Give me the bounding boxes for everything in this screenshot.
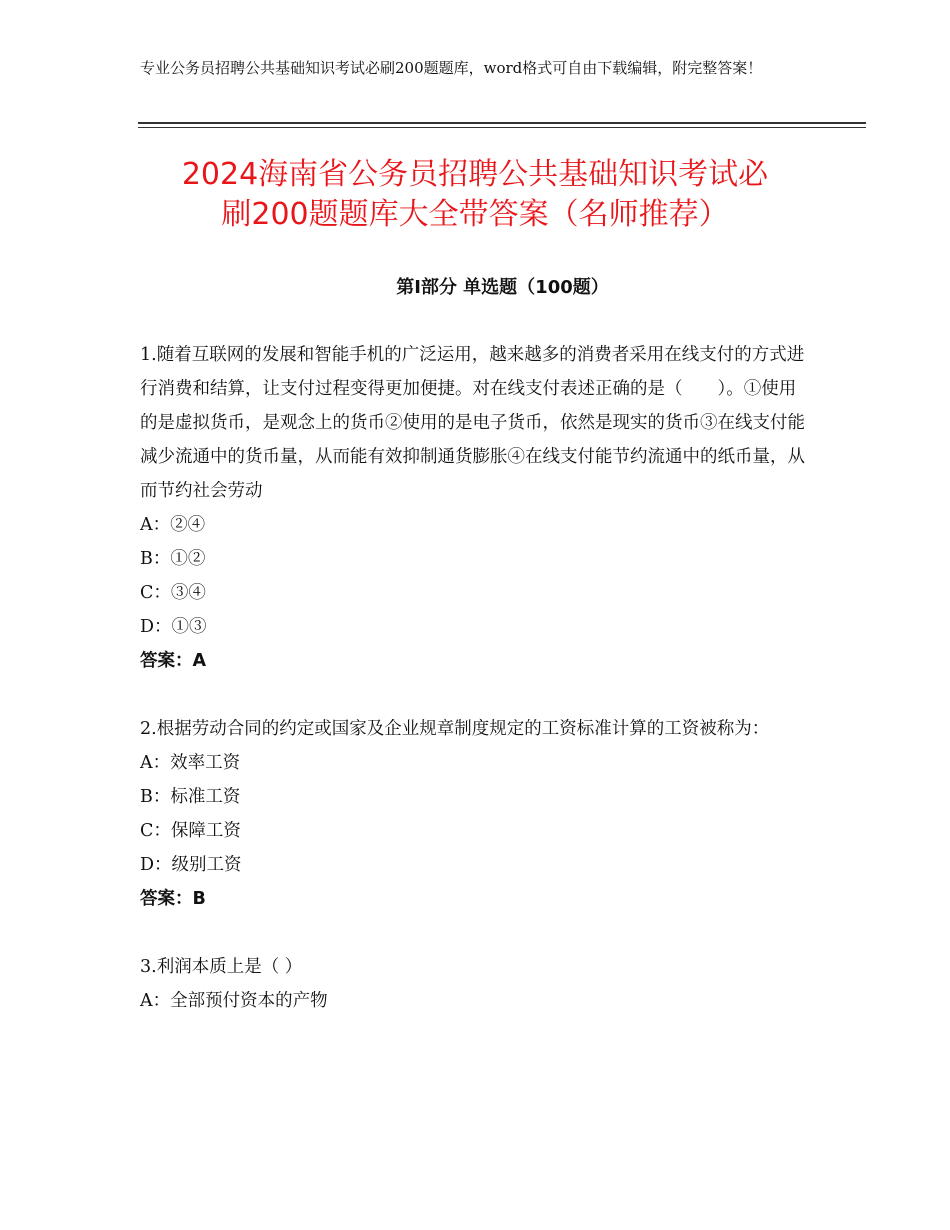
document-title bbox=[90, 155, 860, 235]
option-a: A：全部预付资本的产物 bbox=[140, 991, 328, 1011]
title-line-1: 2024海南省公务员招聘公共基础知识考试必 bbox=[181, 157, 769, 192]
header-divider-thick bbox=[138, 122, 866, 124]
option-a: A：效率工资 bbox=[140, 753, 241, 773]
option-d: D：①③ bbox=[140, 617, 207, 637]
option-b: B：①② bbox=[140, 549, 206, 569]
question-2 bbox=[140, 712, 805, 916]
section-title: 第Ⅰ部分 单选题（100题） bbox=[396, 277, 609, 298]
option-c: C：③④ bbox=[140, 583, 206, 603]
answer-label: 答案：A bbox=[140, 651, 207, 671]
question-3 bbox=[140, 950, 805, 1018]
answer-label: 答案：B bbox=[140, 889, 206, 909]
question-text: 1.随着互联网的发展和智能手机的广泛运用，越来越多的消费者采用在线支付的方式进行消费和结算，让支付过程变得更加便捷。对在线支付表述正确的是（ ）。①使用的是虚拟货币，是观念上的货币②使用的是电子货币，依然是现实的货币③在线支付能减少流通中的货币量，从而能有效抑制通货膨胀④在线支付能节约流通中的纸币量，从而节约社会劳动 bbox=[140, 345, 805, 501]
question-text: 2.根据劳动合同的约定或国家及企业规章制度规定的工资标准计算的工资被称为： bbox=[140, 719, 770, 739]
option-c: C：保障工资 bbox=[140, 821, 241, 841]
header-divider-thin bbox=[138, 127, 866, 128]
header-note: 专业公务员招聘公共基础知识考试必刷200题题库，word格式可自由下载编辑，附完整答案！ bbox=[140, 59, 763, 77]
option-b: B：标准工资 bbox=[140, 787, 241, 807]
option-a: A：②④ bbox=[140, 515, 206, 535]
question-text: 3.利润本质上是（ ） bbox=[140, 957, 303, 977]
option-d: D：级别工资 bbox=[140, 855, 242, 875]
question-1 bbox=[140, 338, 805, 678]
title-line-2: 刷200题题库大全带答案（名师推荐） bbox=[221, 197, 729, 232]
question-list bbox=[140, 338, 805, 1052]
